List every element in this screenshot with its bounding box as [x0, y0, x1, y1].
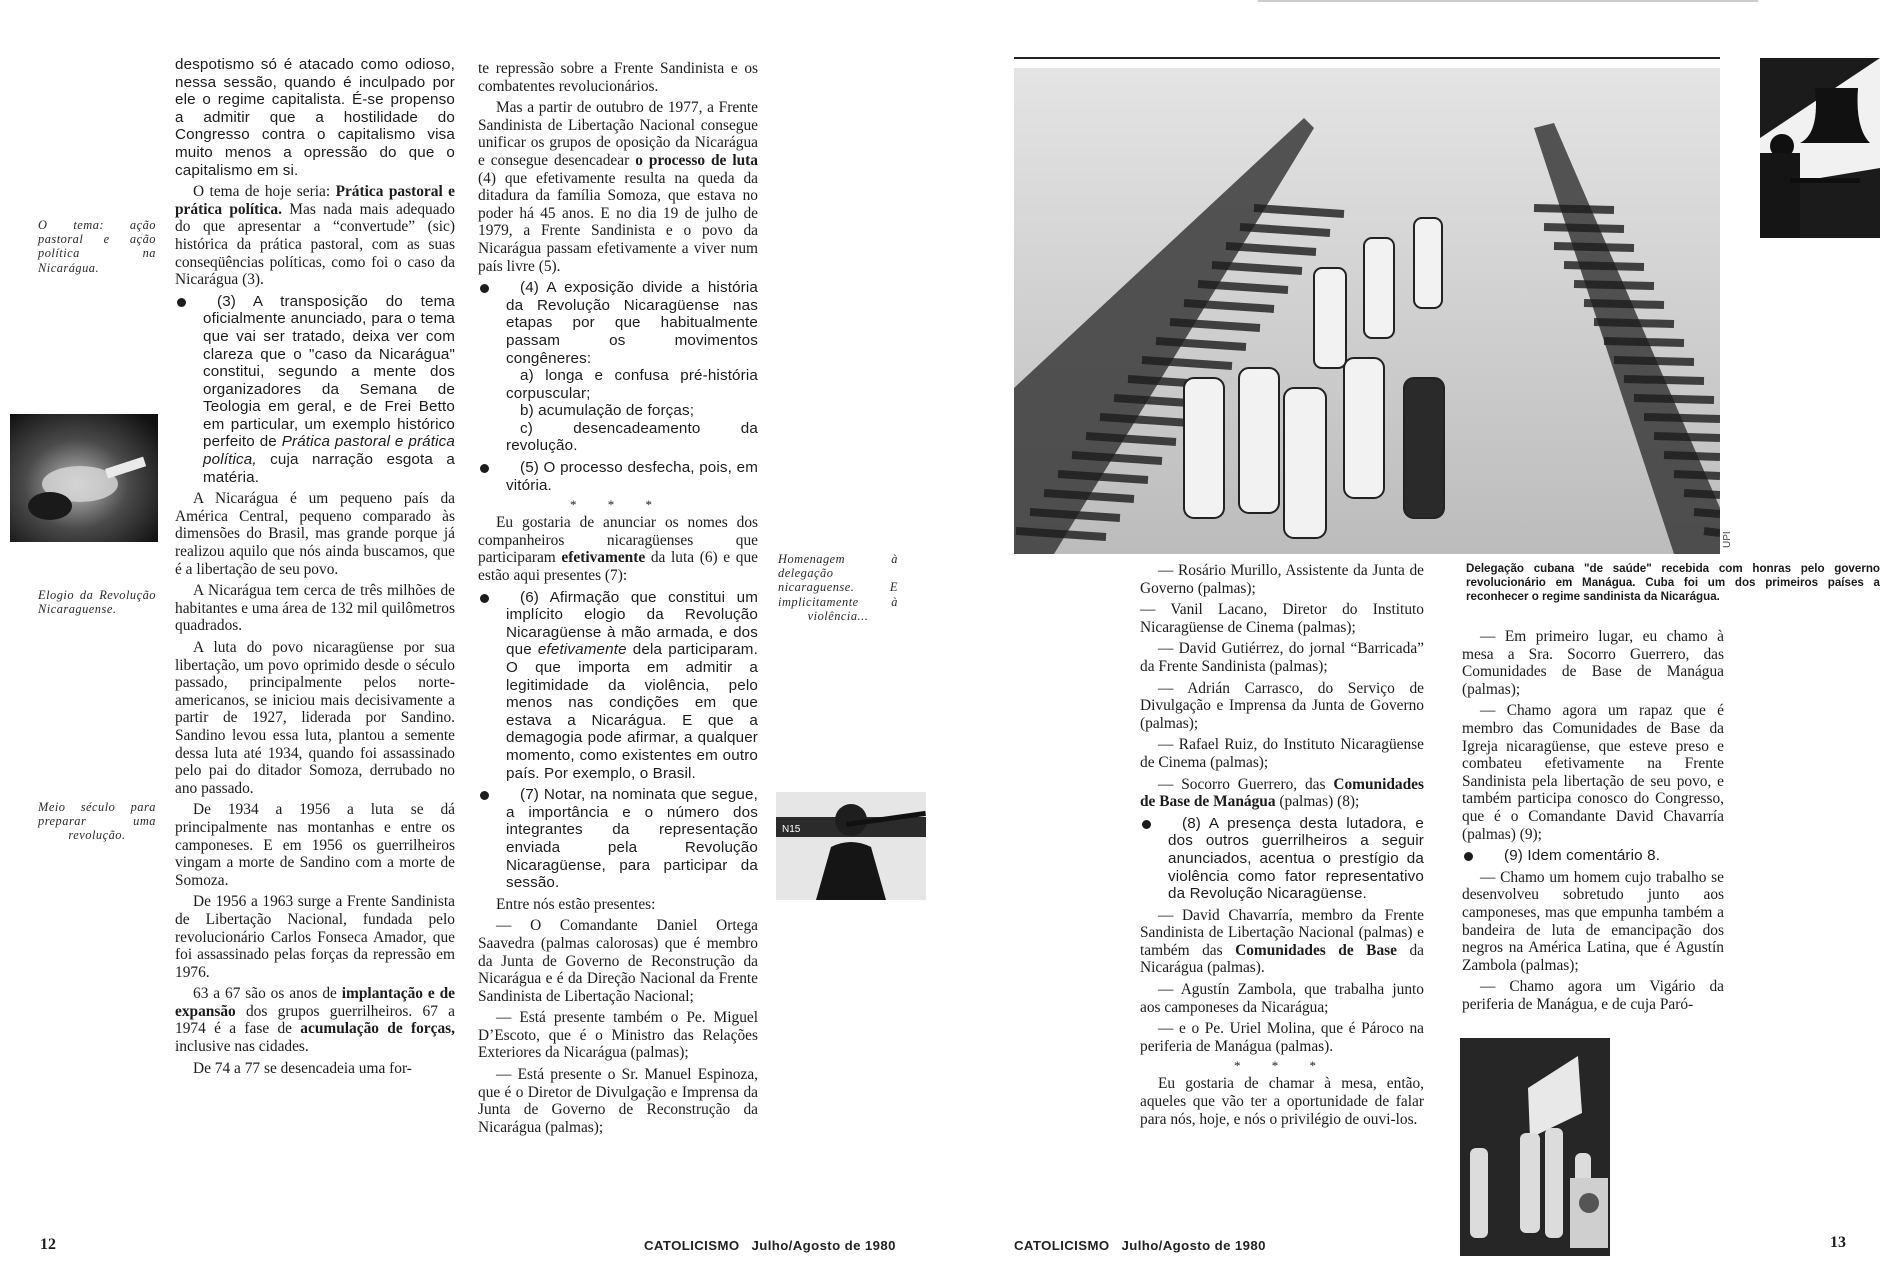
text: — Socorro Guerrero, das: [1158, 775, 1334, 793]
bullet-icon: [480, 791, 489, 800]
bullet-icon: [480, 594, 489, 603]
footnote-9-text: (9) Idem comentário 8.: [1504, 847, 1661, 865]
paragraph-74-77: De 74 a 77 se desencadeia uma for-: [193, 1059, 412, 1077]
paragraph-repression: te repressão sobre a Frente Sandinista e os combatentes revolucionários.: [478, 60, 758, 95]
section-separator: * * *: [570, 497, 666, 513]
paragraph-descoto: — Está presente também o Pe. Miguel D’Escoto, que é o Ministro das Relações Exteriores da Nicarágua (palmas);: [478, 1009, 758, 1062]
paragraph-chavarria: [1140, 907, 1424, 977]
photo-shadow-stripe: [1554, 246, 1634, 248]
paragraph-theme: [175, 183, 455, 289]
col2-body: [478, 60, 758, 275]
photo-shadow-stripe: [1654, 436, 1720, 438]
footnote-4-item-a: a) longa e confusa pré-história corpuscular;: [506, 367, 758, 402]
photo-shadow-stripe: [1674, 474, 1720, 476]
side-caption-half-century: Meio século para preparar uma revolução.: [38, 800, 156, 843]
photo-shadow-stripe: [1624, 379, 1704, 381]
paragraph-zambola: — Agustín Zambola, que trabalha junto aos camponeses da Nicarágua;: [1140, 981, 1424, 1016]
text: (3) A transposição do tema oficialmente anunciado, para o tema que vai ser tratado, deixa ver com clareza que o "caso da Nicarágua" constitui, segundo a mente dos organizadores da Semana de Teologia em geral, e de Frei Betto em particular, um exemplo histórico perfeito de: [203, 292, 455, 451]
paragraph-young-man: — Chamo agora um rapaz que é membro das Comunidades de Base da Igreja nicaragüense, que esteve preso e combateu efetivamente na Frente Sandinista pela libertação de seu povo, e também participa conosco do Congresso, que é o Comandante David Chavarría (palmas) (9);: [1462, 702, 1724, 843]
bullet-icon: [480, 464, 489, 473]
photo-fighter-with-rifle: [776, 792, 926, 900]
paragraph-small-country: A Nicarágua é um pequeno país da América Central, pequeno comparado às dimensões do Brasil, mas grande porque já realizou aquilo que nós ainda buscamos, que é a libertação de seu povo.: [175, 490, 455, 578]
text: dos grupos guerrilheiros. 67 a 1974 é a fase de: [175, 1002, 455, 1038]
text: — David Chavarría, membro da Frente Sandinista de Libertação Nacional (palmas) e também das: [1140, 906, 1424, 959]
photo-rally: [1460, 1038, 1610, 1256]
svg-text:N15: N15: [782, 824, 801, 835]
footnote-3-text: [203, 293, 455, 487]
footnote-8-text: (8) A presença desta lutadora, e dos outros guerrilheiros a seguir anunciados, acentua o prestígio da violência como fator representativo da Revolução Nicaragüense.: [1168, 814, 1424, 903]
paragraph-october-1977: [478, 99, 758, 275]
col2-body-2: [478, 514, 758, 584]
paragraph-espinoza: — Está presente o Sr. Manuel Espinoza, que é o Diretor de Divulgação e Imprensa da Junta de Governo de Reconstrução da Nicarágua (palmas);: [478, 1066, 758, 1136]
paragraph-ortega: — O Comandante Daniel Ortega Saavedra (palmas calorosas) que é membro da Junta de Governo de Reconstrução da Nicarágua e é da Direção Nacional da Frente Sandinista de Libertação Nacional;: [478, 917, 758, 1005]
text: dela participaram. O que importa em admitir a legitimidade da violência, pelo menos nas condições em que estava a Nicarágua. E que a demagogia pode afirmar, a qualquer momento, como existentes em outro país. Por exemplo, o Brasil.: [506, 641, 758, 782]
side-caption-homage: Homenagem à delegação nicaraguense. E implicitamente à violência...: [778, 552, 898, 623]
right-column-2: [1462, 628, 1724, 1017]
paragraph-sandino: A luta do povo nicaragüense por sua libertação, um povo oprimido desde o século passado, principalmente pelos norte-americanos, se iniciou mais decisivamente a partir de 1927, liderada por Sandino. Sandino levou essa luta, plantou a semente dessa luta até 1934, quando foi assassinado pelo pai do ditador Somoza, derrubado no ano passado.: [175, 639, 455, 797]
paragraph-63-67: [175, 985, 455, 1055]
text: inclusive nas cidades.: [175, 1038, 309, 1056]
footnote-4: [478, 279, 758, 455]
issue-date: Julho/Agosto de 1980: [1121, 1238, 1266, 1253]
photo-shadow-stripe: [1544, 227, 1624, 229]
photo-cuban-delegation-graphic: [1014, 68, 1720, 554]
photo-shadow-stripe: [1634, 398, 1714, 400]
bold-text: Comunidades de Base: [1235, 941, 1397, 959]
photo-credit: UPI: [1722, 531, 1733, 548]
right-column-1: [1140, 562, 1424, 1132]
photo-shadow-stripe: [1704, 531, 1720, 533]
footnote-7: [478, 786, 758, 892]
bullet-icon: [480, 284, 489, 293]
bold-theme: Prática pastoral e prática política.: [175, 183, 455, 218]
main-photo-caption: Delegação cubana "de saúde" recebida com honras pelo governo revolucionário em Manágua. Cuba foi um dos primeiros países a reconhecer o regime sandinista da Nicarágua.: [1466, 562, 1880, 603]
issue-date: Julho/Agosto de 1980: [751, 1238, 896, 1253]
text: da Nicarágua (palmas).: [1140, 941, 1425, 977]
photo-shadow-stripe: [1564, 265, 1644, 267]
photo-fighter-graphic: [776, 792, 926, 900]
footnote-5: [478, 459, 758, 494]
footnote-8: [1140, 815, 1424, 903]
text: da luta (6) e que estão aqui presentes (7):: [478, 549, 758, 585]
top-edge-line: [1258, 0, 1758, 2]
text: (6) Afirmação que constitui um implícito elogio da Revolução Nicaragüense à mão armada, e dos que: [506, 588, 758, 659]
photo-guerrilla-portrait: [10, 414, 158, 542]
lead-text: despotismo só é atacado como odioso, nessa sessão, quando é inculpado por ele o regime capitalista. É-se propenso a admitir que a hostilidade do Congresso contra o capitalismo visa muito menos a opressão do que o capitalismo em si.: [175, 56, 455, 179]
side-caption-theme: O tema: ação pastoral e ação política na Nicarágua.: [38, 218, 156, 275]
bold-text: Comunidades de Base de Manágua: [1140, 775, 1424, 811]
text: Mas nada mais adequado do que apresentar a “convertude” (sic) histórica da prática pastoral, com as suas conseqüências políticas, como foi o caso da Nicarágua (3).: [175, 200, 455, 289]
paragraph-carrasco: — Adrián Carrasco, do Serviço de Divulgação e Imprensa da Junta de Governo (palmas);: [1140, 679, 1424, 732]
paragraph-present: Entre nós estão presentes:: [496, 895, 656, 913]
paragraph-first-call: — Em primeiro lugar, eu chamo à mesa a Sra. Socorro Guerrero, das Comunidades de Base de Manágua (palmas);: [1462, 628, 1724, 698]
footnote-4-text: (4) A exposição divide a história da Revolução Nicaragüense nas etapas por que habitualmente passam os movimentos congêneres:: [506, 279, 758, 367]
bold-text: o processo de luta: [635, 151, 758, 169]
bold-text: acumulação de forças,: [300, 1020, 455, 1038]
paragraph-peasants: — Chamo um homem cujo trabalho se desenvolveu sobretudo junto aos camponeses, mas que empunha também a bandeira de luta de emancipação dos negros na América Latina, que é Agustín Zambola (palmas);: [1462, 868, 1724, 974]
col1-body: [175, 183, 455, 289]
footnote-6: [478, 589, 758, 783]
photo-shadow-stripe: [1644, 417, 1720, 419]
footer-left: [644, 1238, 896, 1253]
side-caption-praise: Elogio da Revolução Nicaraguense.: [38, 588, 156, 617]
paragraph-1956-1963: De 1956 a 1963 surge a Frente Sandinista de Libertação Nacional, fundada pelo revolucionário Carlos Fonseca Amador, que foi assassinado pelas forças da repressão em 1976.: [175, 893, 455, 981]
bold-text: efetivamente: [561, 549, 646, 567]
paragraph-murillo: — Rosário Murillo, Assistente da Junta de Governo (palmas);: [1140, 562, 1424, 597]
footer-right: [1014, 1238, 1266, 1253]
photo-rally-graphic: [1460, 1038, 1610, 1256]
bullet-icon: [177, 298, 186, 307]
paragraph-announce-names: [478, 514, 758, 584]
paragraph-molina: — e o Pe. Uriel Molina, que é Pároco na periferia de Manágua (palmas).: [1140, 1020, 1424, 1055]
top-rule: [1014, 57, 1720, 59]
bullet-icon: [1464, 852, 1473, 861]
publication-name: CATOLICISMO: [644, 1238, 740, 1253]
paragraph-vicar: — Chamo agora um Vigário da periferia de Manágua, e de cuja Paró-: [1462, 978, 1724, 1013]
photo-shadow-stripe: [1684, 493, 1720, 495]
paragraph-call-to-table: Eu gostaria de chamar à mesa, então, aqueles que vão ter a oportunidade de falar para nós, hoje, e nós o privilégio de ouvi-los.: [1140, 1075, 1424, 1128]
left-column-2: [478, 60, 758, 1140]
text: O tema de hoje seria:: [193, 183, 336, 201]
photo-shadow-stripe: [1534, 208, 1614, 210]
left-column-1: [175, 56, 455, 1081]
bullet-icon: [1142, 820, 1151, 829]
col2-body-3: [478, 896, 758, 1137]
footnote-3: [175, 293, 455, 487]
text: (4) que efetivamente resulta na queda da ditadura da família Somoza, que estava no poder há 45 anos. E no dia 19 de julho de 1979, a Frente Sandinista e o povo da Nicarágua passam efetivamente a viver num país livre (5).: [478, 169, 758, 275]
text: Mas a partir de outubro de 1977, a Frente Sandinista de Libertação Nacional consegue unificar os grupos de oposição da Nicarágua e consegue desencadear: [478, 99, 758, 169]
text: cuja narração esgota a matéria.: [203, 451, 455, 486]
page-number-left: 12: [40, 1236, 56, 1253]
photo-guerrilla-portrait-graphic: [10, 414, 158, 542]
italic-text: Prática pastoral e prática política,: [203, 433, 455, 469]
photo-cuban-delegation: [1014, 68, 1720, 554]
paragraph-lacano: — Vanil Lacano, Diretor do Instituto Nicaragüense de Cinema (palmas);: [1140, 601, 1424, 636]
italic-text: efetivamente: [537, 641, 627, 659]
photo-shadow-stripe: [1584, 303, 1664, 305]
publication-name: CATOLICISMO: [1014, 1238, 1110, 1253]
photo-shadow-stripe: [1664, 455, 1720, 457]
paragraph-population: A Nicarágua tem cerca de três milhões de habitantes e uma área de 132 mil quilômetros quadrados.: [175, 582, 455, 635]
paragraph-ruiz: — Rafael Ruiz, do Instituto Nicaragüense de Cinema (palmas);: [1140, 736, 1424, 771]
text: 63 a 67 são os anos de: [193, 985, 342, 1003]
photo-shadow-stripe: [1614, 360, 1694, 362]
footnote-7-text: (7) Notar, na nominata que segue, a importância e o número dos integrantes da representação enviada pela Revolução Nicaragüense, para participar da sessão.: [506, 786, 758, 892]
paragraph-socorro: [1140, 776, 1424, 811]
section-separator: * * *: [1234, 1058, 1330, 1074]
footnote-4-item-c: c) desencadeamento da revolução.: [506, 419, 758, 455]
photo-shadow-stripe: [1574, 284, 1654, 286]
footnote-9: [1462, 847, 1724, 865]
text: (palmas) (8);: [1275, 793, 1360, 811]
photo-shadow-stripe: [1694, 512, 1720, 514]
paragraph-gutierrez: — David Gutiérrez, do jornal “Barricada” da Frente Sandinista (palmas);: [1140, 640, 1424, 675]
photo-gunner-graphic: [1760, 58, 1880, 238]
photo-shadow-stripe: [1594, 322, 1674, 324]
footnote-6-text: [506, 589, 758, 783]
lead-paragraph: [175, 56, 455, 179]
paragraph-1934-1956: De 1934 a 1956 a luta se dá principalmente nas montanhas e entre os camponeses. E em 1956 os guerrilheiros vingam a morte de Sandino com a morte de Somoza.: [175, 801, 455, 889]
page-number-right: 13: [1830, 1234, 1846, 1251]
col1-body-2: [175, 490, 455, 1077]
photo-shadow-stripe: [1604, 341, 1684, 343]
text: Eu gostaria de anunciar os nomes dos companheiros nicaragüenses que participaram: [478, 514, 758, 567]
photo-gunner-bell: [1760, 58, 1880, 238]
footnote-5-text: (5) O processo desfecha, pois, em vitória.: [506, 459, 758, 494]
bold-text: implantação e de expansão: [175, 985, 455, 1020]
footnote-4-item-b: b) acumulação de forças;: [520, 402, 695, 420]
